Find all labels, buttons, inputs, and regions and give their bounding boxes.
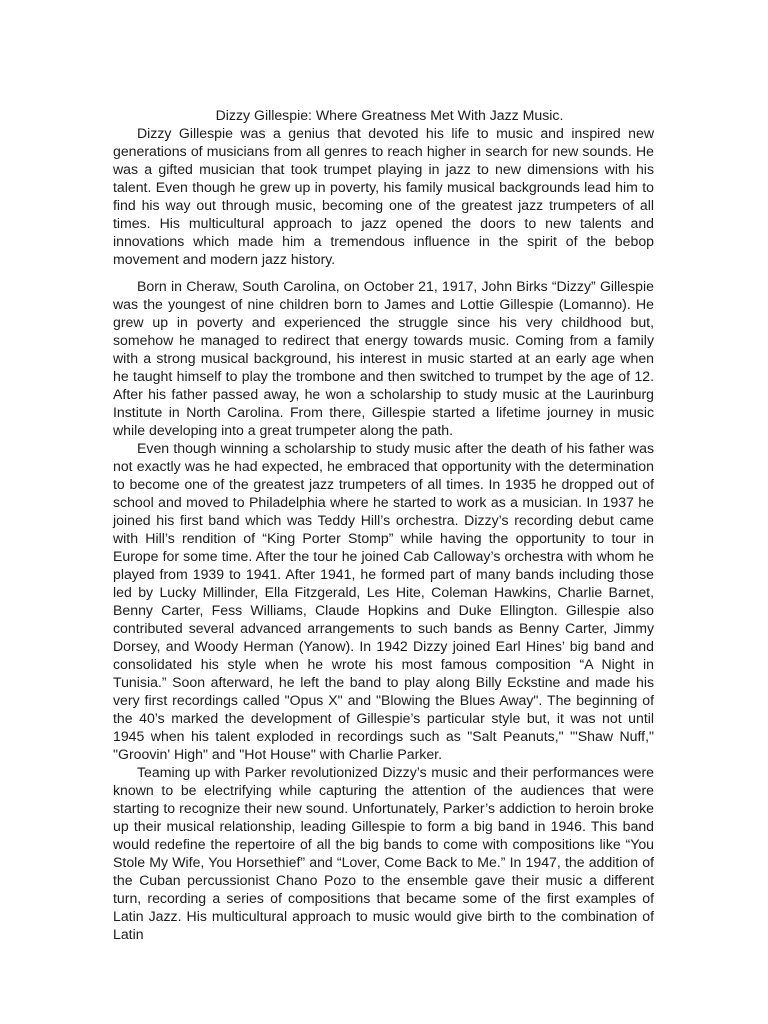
paragraph-intro: Dizzy Gillespie was a genius that devoted his life to music and inspired new generations of musicians from all genres to reach higher in search for new sounds. He was a gifted musician that took trumpet playing in jazz to new dimensions with his talent. Even though he grew up in poverty, his family musical backgrounds lead him to find his way out through music, becoming one of the greatest jazz trumpeters of all times. His multicultural approach to jazz opened the doors to new talents and innovations which made him a tremendous influence in the spirit of the bebop movement and modern jazz history.: [113, 125, 654, 267]
document-body: [113, 106, 654, 943]
paragraph-career: Even though winning a scholarship to study music after the death of his father was not exactly was he had expected, he embraced that opportunity with the determination to become one of the greatest jazz trumpeters of all times. In 1935 he dropped out of school and moved to Philadelphia where he started to work as a musician. In 1937 he joined his first band which was Teddy Hill’s orchestra. Dizzy’s recording debut came with Hill’s rendition of “King Porter Stomp” while having the opportunity to tour in Europe for some time. After the tour he joined Cab Calloway’s orchestra with whom he played from 1939 to 1941. After 1941, he formed part of many bands including those led by Lucky Millinder, Ella Fitzgerald, Les Hite, Coleman Hawkins, Charlie Barnet, Benny Carter, Fess Williams, Claude Hopkins and Duke Ellington. Gillespie also contributed several advanced arrangements to such bands as Benny Carter, Jimmy Dorsey, and Woody Herman (Yanow). In 1942 Dizzy joined Earl Hines’ big band and consolidated his style when he wrote his most famous composition “A Night in Tunisia.” Soon afterward, he left the band to play along Billy Eckstine and made his very first recordings called "Opus X" and "Blowing the Blues Away". The beginning of the 40’s marked the development of Gillespie’s particular style but, it was not until 1945 when his talent exploded in recordings such as "Salt Peanuts," "'Shaw Nuff," "Groovin' High" and "Hot House" with Charlie Parker.: [113, 440, 654, 762]
paragraph-early-life: Born in Cheraw, South Carolina, on October 21, 1917, John Birks “Dizzy” Gillespie was the youngest of nine children born to James and Lottie Gillespie (Lomanno). He grew up in poverty and experienced the struggle since his very childhood but, somehow he managed to redirect that energy towards music. Coming from a family with a strong musical background, his interest in music started at an early age when he taught himself to play the trombone and then switched to trumpet by the age of 12. After his father passed away, he won a scholarship to study music at the Laurinburg Institute in North Carolina. From there, Gillespie started a lifetime journey in music while developing into a great trumpeter along the path.: [113, 278, 654, 438]
paragraph-parker-big-band: Teaming up with Parker revolutionized Dizzy’s music and their performances were known to be electrifying while capturing the attention of the audiences that were starting to recognize their new sound. Unfortunately, Parker’s addiction to heroin broke up their musical relationship, leading Gillespie to form a big band in 1946. This band would redefine the repertoire of all the big bands to come with compositions like “You Stole My Wife, You Horsethief” and “Lover, Come Back to Me.” In 1947, the addition of the Cuban percussionist Chano Pozo to the ensemble gave their music a different turn, recording a series of compositions that became some of the first examples of Latin Jazz. His multicultural approach to music would give birth to the combination of Latin: [113, 764, 654, 942]
document-title: Dizzy Gillespie: Where Greatness Met With Jazz Music.: [215, 107, 564, 123]
